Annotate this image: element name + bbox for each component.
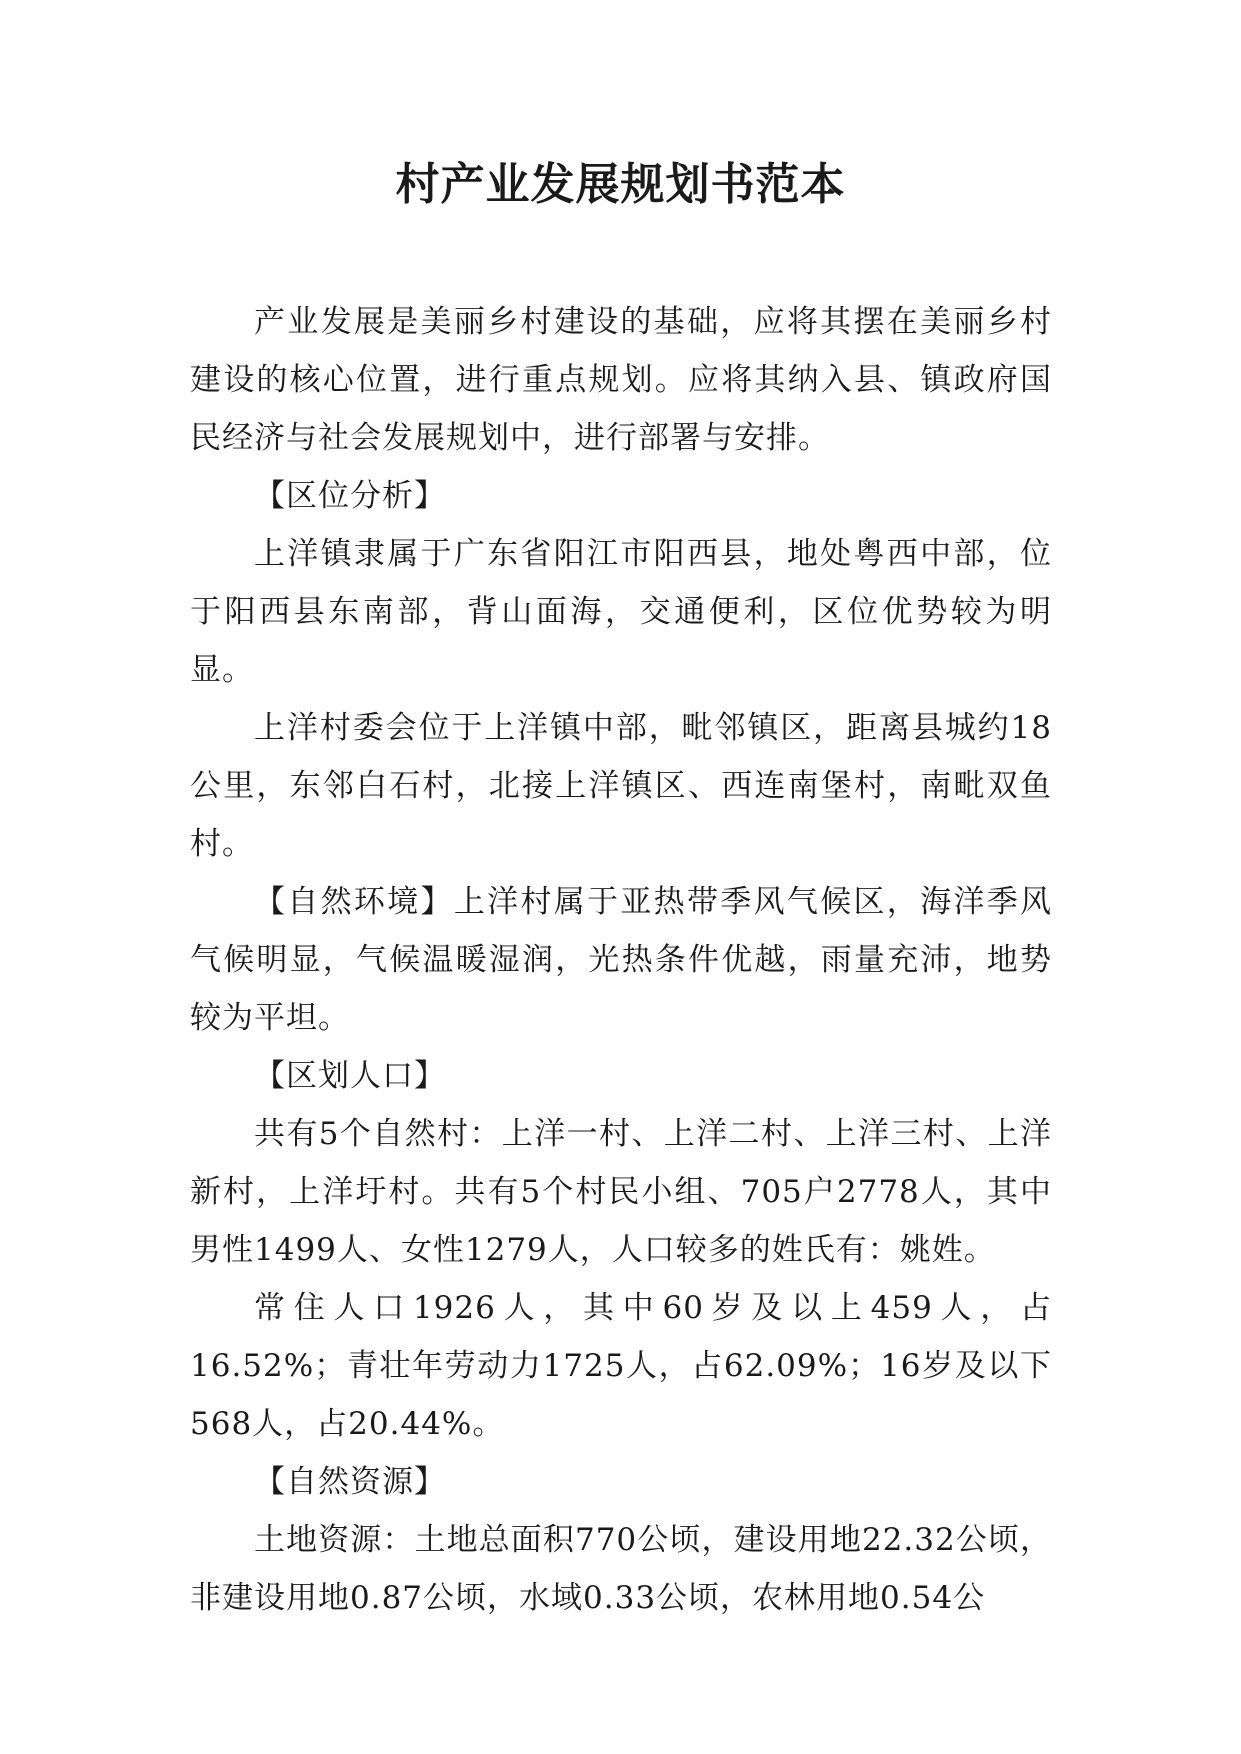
paragraph-natural-environment: 【自然环境】上洋村属于亚热带季风气候区，海洋季风气候明显，气候温暖湿润，光热条件优越，雨量充沛，地势较为平坦。 bbox=[190, 884, 1052, 1036]
section-heading-location: 【区位分析】 bbox=[254, 478, 446, 514]
document-title: 村产业发展规划书范本 bbox=[395, 159, 846, 210]
paragraph-intro: 产业发展是美丽乡村建设的基础，应将其摆在美丽乡村建设的核心位置，进行重点规划。应将其纳入县、镇政府国民经济与社会发展规划中，进行部署与安排。 bbox=[190, 304, 1052, 456]
document-body bbox=[190, 293, 1052, 1627]
paragraph-location-town: 上洋镇隶属于广东省阳江市阳西县，地处粤西中部，位于阳西县东南部，背山面海，交通便利，区位优势较为明显。 bbox=[190, 536, 1052, 688]
paragraph-location-village: 上洋村委会位于上洋镇中部，毗邻镇区，距离县城约18公里，东邻白石村，北接上洋镇区、西连南堡村，南毗双鱼村。 bbox=[190, 710, 1052, 862]
paragraph-resident-population: 常住人口1926人，其中60岁及以上459人，占16.52%；青壮年劳动力1725人，占62.09%；16岁及以下568人，占20.44%。 bbox=[190, 1290, 1052, 1442]
section-heading-natural-resources: 【自然资源】 bbox=[254, 1464, 446, 1500]
section-heading-population: 【区划人口】 bbox=[254, 1058, 446, 1094]
paragraph-population-villages: 共有5个自然村：上洋一村、上洋二村、上洋三村、上洋新村，上洋圩村。共有5个村民小组、705户2778人，其中男性1499人、女性1279人，人口较多的姓氏有：姚姓。 bbox=[190, 1116, 1052, 1268]
paragraph-land-resources: 土地资源：土地总面积770公顷，建设用地22.32公顷，非建设用地0.87公顷，水域0.33公顷，农林用地0.54公 bbox=[190, 1522, 1052, 1616]
